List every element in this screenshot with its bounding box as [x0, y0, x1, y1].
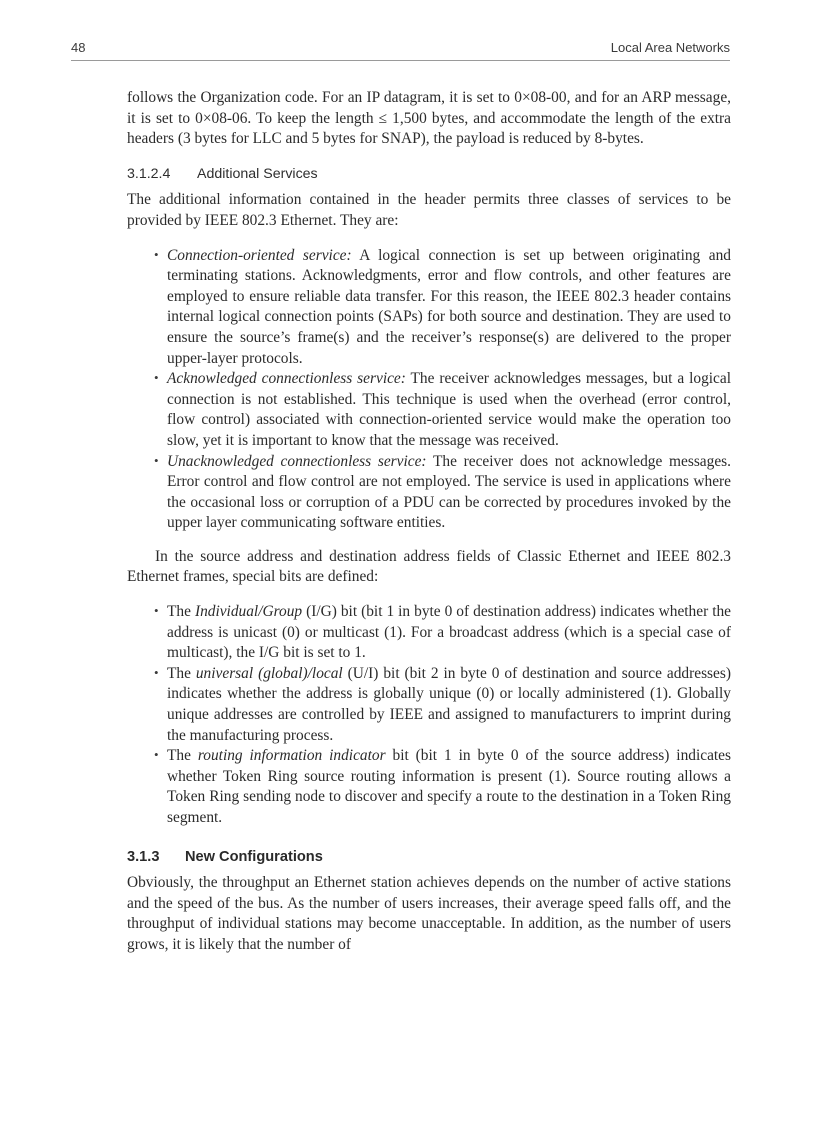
page-number: 48	[71, 40, 86, 55]
list-item	[167, 746, 731, 828]
list-item	[167, 664, 731, 746]
list-item	[167, 369, 731, 451]
list-item-term: Individual/Group	[194, 603, 303, 621]
list-item-text: (U/I) bit (bit 2 in byte 0 of destination and source addresses) indicates whether the address is globally unique (0) or locally administered (1). Globally unique addresses are controlled by IEEE and assigned to manufacturers to imprint during the manufacturing process.	[167, 664, 731, 744]
paragraph-address-intro: In the source address and destination address fields of Classic Ethernet and IEEE 802.3 Ethernet frames, special bits are defined:	[127, 547, 731, 586]
list-item-text: The receiver acknowledges messages, but a logical connection is not established. This technique is used when the overhead (error control, flow control) associated with connection-oriented service would make the operation too slow, yet it is important to know that the message was received.	[167, 370, 731, 449]
section-number: 3.1.2.4	[127, 165, 171, 182]
section-heading-3124	[127, 164, 731, 185]
list-item-term: universal (global)/local	[195, 664, 343, 682]
list-item-text: A logical connection is set up between originating and terminating stations. Acknowledgments, error and flow controls, and other features are employed to ensure reliable data transfer. For this reason, the IEEE 802.3 header contains internal logical connection points (SAPs) for both source and destination. They are used to ensure the source’s frame(s) and the receiver’s response(s) are delivered to the proper upper-layer protocols.	[167, 246, 731, 367]
section-title: New Configurations	[185, 848, 323, 865]
list-item	[167, 602, 731, 664]
section-number: 3.1.3	[127, 848, 160, 865]
list-item-prefix: The	[167, 747, 198, 765]
paragraph-intro: follows the Organization code. For an IP datagram, it is set to 0×08-00, and for an ARP message, it is set to 0×08-06. To keep the length ≤ 1,500 bytes, and accommodate the length of the extra headers (3 bytes for LLC and 5 bytes for SNAP), the payload is reduced by 8-bytes.	[127, 89, 731, 148]
body-text	[127, 88, 731, 956]
list-item-term: routing information indicator	[197, 747, 386, 765]
list-item-term: Unacknowledged connectionless service:	[167, 452, 427, 470]
list-item-term: Connection-oriented service:	[167, 246, 352, 264]
list-item	[167, 246, 731, 370]
list-item-text: (I/G) bit (bit 1 in byte 0 of destination address) indicates whether the address is unicast (0) or multicast (1). For a broadcast address (which is a special case of multicast), the I/G bit is set to 1.	[167, 603, 732, 662]
section-title: Additional Services	[197, 165, 318, 182]
list-item-term: Acknowledged connectionless service:	[167, 370, 406, 388]
list-item-prefix: The	[167, 603, 195, 621]
paragraph-services-intro: The additional information contained in the header permits three classes of services to be provided by IEEE 802.3 Ethernet. They are:	[127, 191, 731, 229]
address-bits-list	[127, 602, 731, 829]
list-item	[167, 452, 731, 534]
list-item-text: bit (bit 1 in byte 0 of the source address) indicates whether Token Ring source routing information is present (1). Source routing allows a Token Ring sending node to discover and specify a route to the destination in a Token Ring segment.	[167, 747, 732, 826]
paragraph-new-configurations: Obviously, the throughput an Ethernet station achieves depends on the number of active stations and the speed of the bus. As the number of users increases, their average speed falls off, and the throughput of individual stations may become unacceptable. In addition, as the number of users grows, it is likely that the number of	[127, 874, 731, 953]
list-item-prefix: The	[167, 664, 196, 682]
running-header	[71, 38, 730, 61]
section-heading-313	[127, 847, 731, 868]
list-item-text: The receiver does not acknowledge messages. Error control and flow control are not employed. The service is used in applications where the occasional loss or corruption of a PDU can be corrected by procedures invoked by the upper layer communicating software entities.	[167, 452, 731, 532]
chapter-title: Local Area Networks	[610, 40, 730, 55]
service-class-list	[127, 246, 731, 534]
